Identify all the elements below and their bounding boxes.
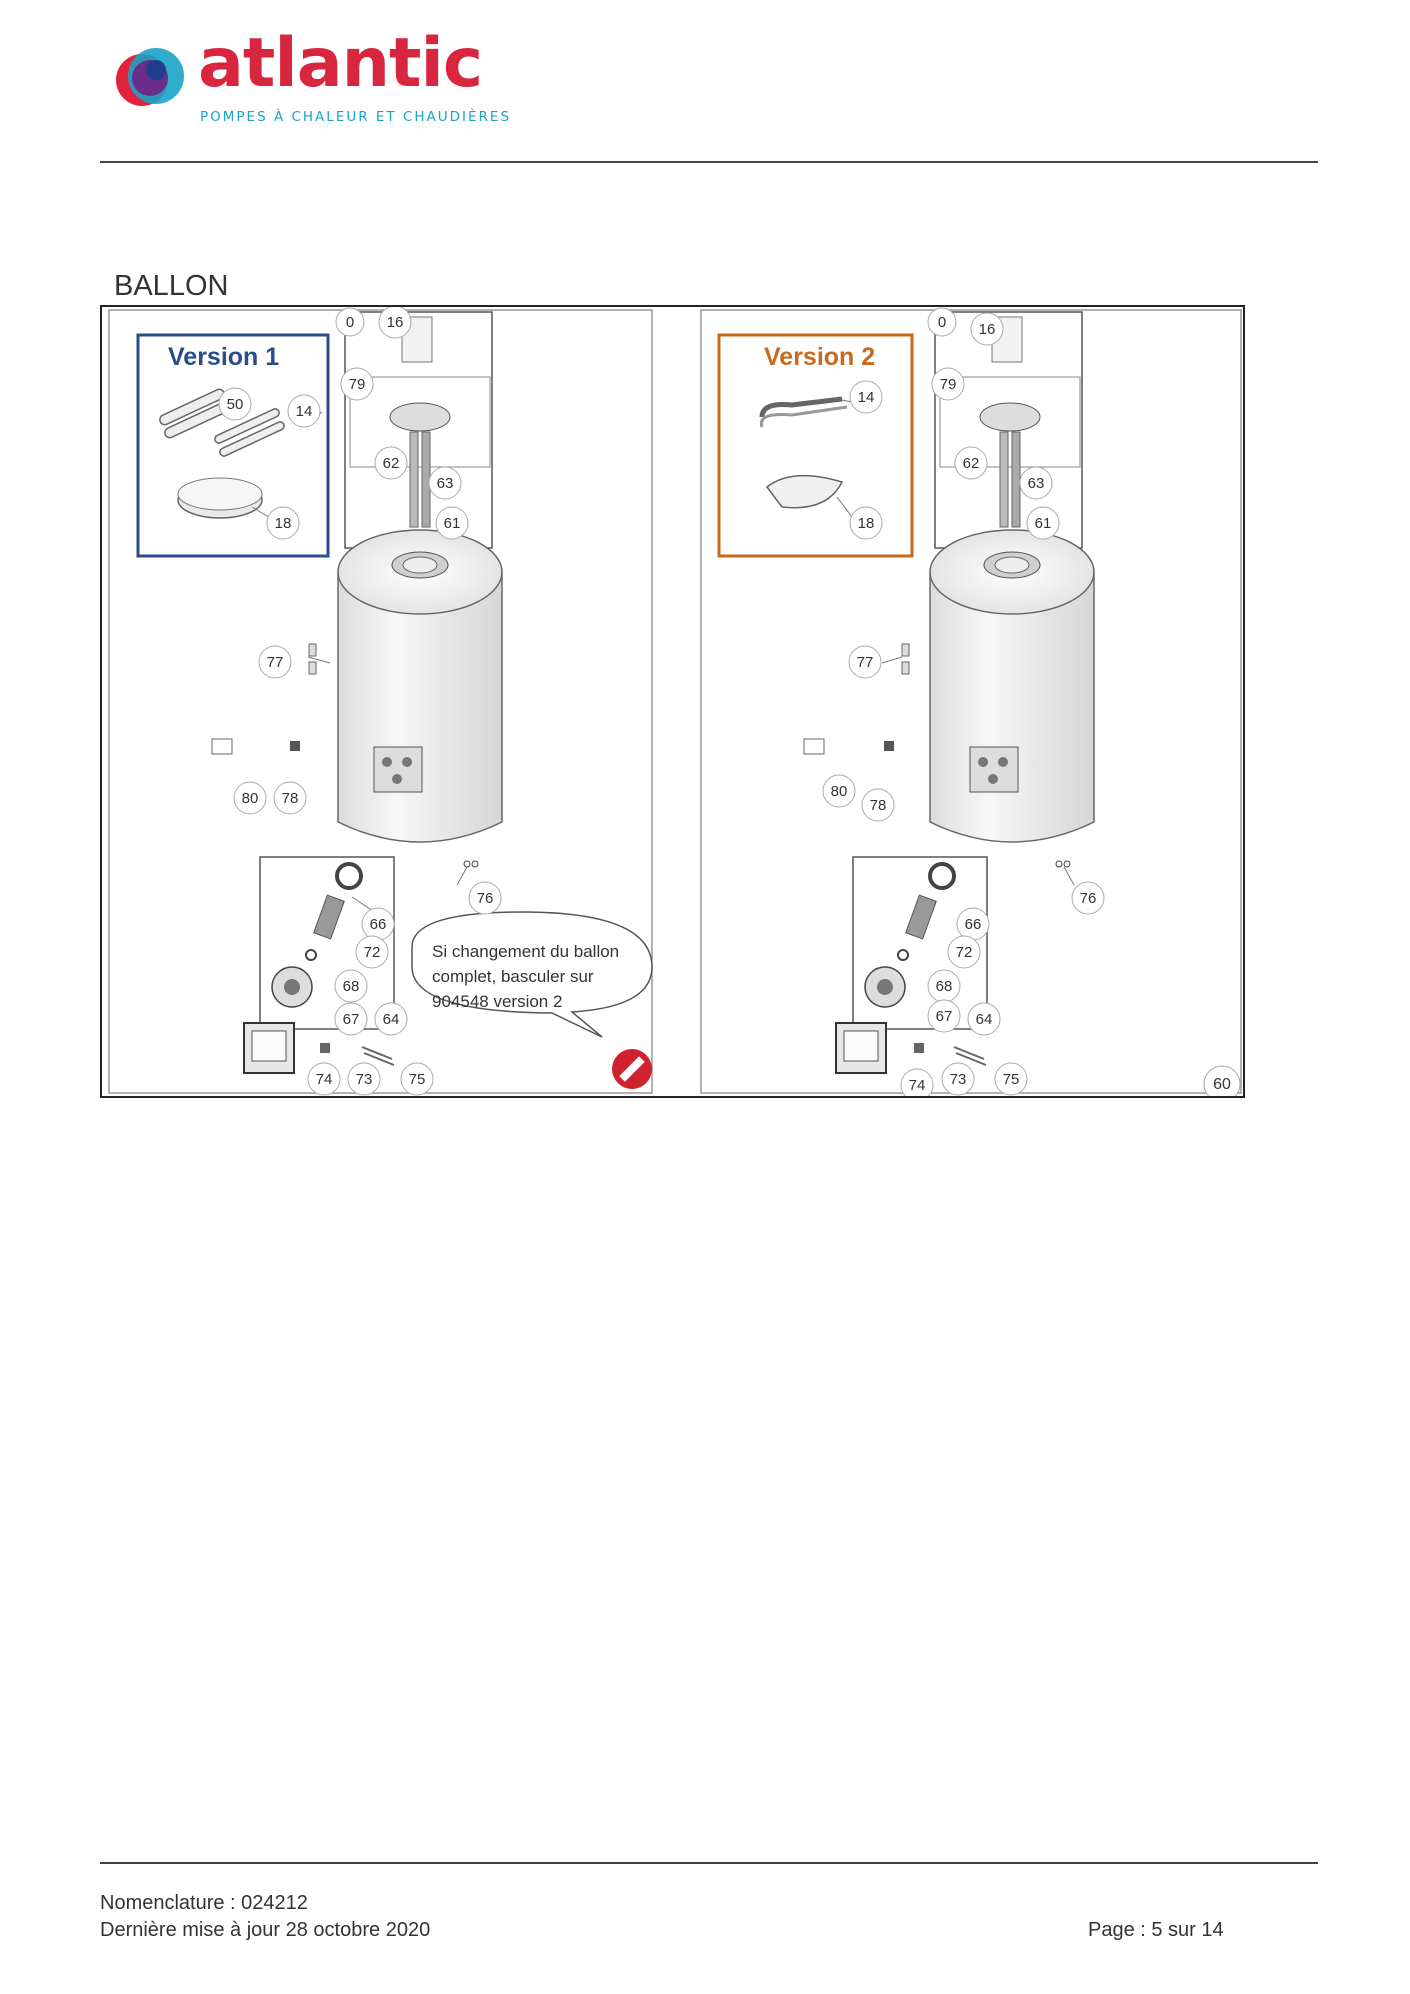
callout-68 [335, 970, 367, 1002]
svg-text:74: 74 [908, 1077, 926, 1094]
callout-76 [1072, 882, 1104, 914]
svg-text:63: 63 [436, 475, 454, 492]
svg-text:77: 77 [266, 654, 284, 671]
callout-61 [436, 507, 468, 539]
svg-text:60: 60 [1213, 1076, 1231, 1093]
callout-76 [469, 882, 501, 914]
svg-text:79: 79 [939, 376, 957, 393]
svg-text:62: 62 [382, 455, 400, 472]
svg-text:61: 61 [1034, 515, 1052, 532]
callout-78 [862, 789, 894, 821]
svg-text:76: 76 [1079, 890, 1097, 907]
left-panel [109, 307, 652, 1095]
callout-72 [356, 936, 388, 968]
svg-text:64: 64 [975, 1011, 993, 1028]
right-panel [701, 308, 1241, 1096]
flange-cover-icon [767, 476, 842, 508]
svg-text:18: 18 [857, 515, 875, 532]
svg-text:67: 67 [935, 1008, 953, 1025]
callout-14 [850, 381, 882, 413]
svg-text:76: 76 [476, 890, 494, 907]
svg-text:14: 14 [857, 389, 875, 406]
callout-16 [971, 313, 1003, 345]
logo-mark [112, 38, 192, 118]
svg-text:74: 74 [315, 1071, 333, 1088]
svg-text:16: 16 [386, 314, 404, 331]
logo-wordmark: atlantic [198, 24, 483, 103]
header-rule [100, 161, 1318, 163]
note-text: Si changement du ballon complet, basculer sur 904548 version 2 [432, 942, 620, 1011]
callout-74 [901, 1069, 933, 1096]
svg-text:72: 72 [363, 944, 381, 961]
svg-text:67: 67 [342, 1011, 360, 1028]
callout-0 [928, 308, 956, 336]
svg-text:68: 68 [935, 978, 953, 995]
callout-64 [375, 1003, 407, 1035]
svg-text:66: 66 [369, 916, 387, 933]
callout-75 [401, 1063, 433, 1095]
callout-16 [379, 307, 411, 338]
callout-72 [948, 936, 980, 968]
svg-text:68: 68 [342, 978, 360, 995]
callout-63 [429, 467, 461, 499]
callout-74 [308, 1063, 340, 1095]
exploded-diagram [100, 305, 1245, 1098]
logo-tagline: POMPES À CHALEUR ET CHAUDIÈRES [200, 109, 512, 125]
svg-text:72: 72 [955, 944, 973, 961]
svg-text:0: 0 [937, 314, 947, 331]
callout-66 [362, 908, 394, 940]
svg-text:80: 80 [241, 790, 259, 807]
callout-62 [375, 447, 407, 479]
callout-50 [219, 388, 251, 420]
svg-text:78: 78 [281, 790, 299, 807]
footer-last-update: Dernière mise à jour 28 octobre 2020 [100, 1919, 431, 1941]
callout-75 [995, 1063, 1027, 1095]
callout-63 [1020, 467, 1052, 499]
footer-rule [100, 1862, 1318, 1864]
callout-78 [274, 782, 306, 814]
svg-text:61: 61 [443, 515, 461, 532]
svg-text:73: 73 [949, 1071, 967, 1088]
callout-77 [849, 646, 881, 678]
svg-text:62: 62 [962, 455, 980, 472]
svg-text:0: 0 [345, 314, 355, 331]
callout-66 [957, 908, 989, 940]
svg-text:18: 18 [274, 515, 292, 532]
svg-text:75: 75 [408, 1071, 426, 1088]
svg-text:79: 79 [348, 376, 366, 393]
version-1-label: Version 1 [168, 343, 280, 371]
callout-64 [968, 1003, 1000, 1035]
svg-text:63: 63 [1027, 475, 1045, 492]
svg-text:77: 77 [856, 654, 874, 671]
callout-77 [259, 646, 291, 678]
callout-73 [942, 1063, 974, 1095]
callout-79 [341, 368, 373, 400]
svg-text:75: 75 [1002, 1071, 1020, 1088]
callout-80 [823, 775, 855, 807]
callout-14 [288, 395, 320, 427]
water-tank-drawing [930, 530, 1094, 842]
svg-text:80: 80 [830, 783, 848, 800]
svg-text:50: 50 [226, 396, 244, 413]
svg-text:78: 78 [869, 797, 887, 814]
section-title: BALLON [114, 270, 229, 302]
callout-68 [928, 970, 960, 1002]
svg-text:64: 64 [382, 1011, 400, 1028]
footer-nomenclature: Nomenclature : 024212 [100, 1892, 308, 1914]
callout-67 [928, 1000, 960, 1032]
svg-text:16: 16 [978, 321, 996, 338]
svg-text:14: 14 [295, 403, 313, 420]
callout-18 [850, 507, 882, 539]
callout-80 [234, 782, 266, 814]
callout-79 [932, 368, 964, 400]
callout-60 [1204, 1066, 1240, 1096]
callout-67 [335, 1003, 367, 1035]
svg-text:66: 66 [964, 916, 982, 933]
callout-0 [336, 308, 364, 336]
footer-page-number: Page : 5 sur 14 [1088, 1919, 1224, 1941]
svg-text:73: 73 [355, 1071, 373, 1088]
callout-18 [267, 507, 299, 539]
version-2-label: Version 2 [764, 343, 876, 371]
water-tank-drawing [338, 530, 502, 842]
callout-73 [348, 1063, 380, 1095]
callout-61 [1027, 507, 1059, 539]
callout-62 [955, 447, 987, 479]
no-entry-icon [612, 1049, 652, 1089]
